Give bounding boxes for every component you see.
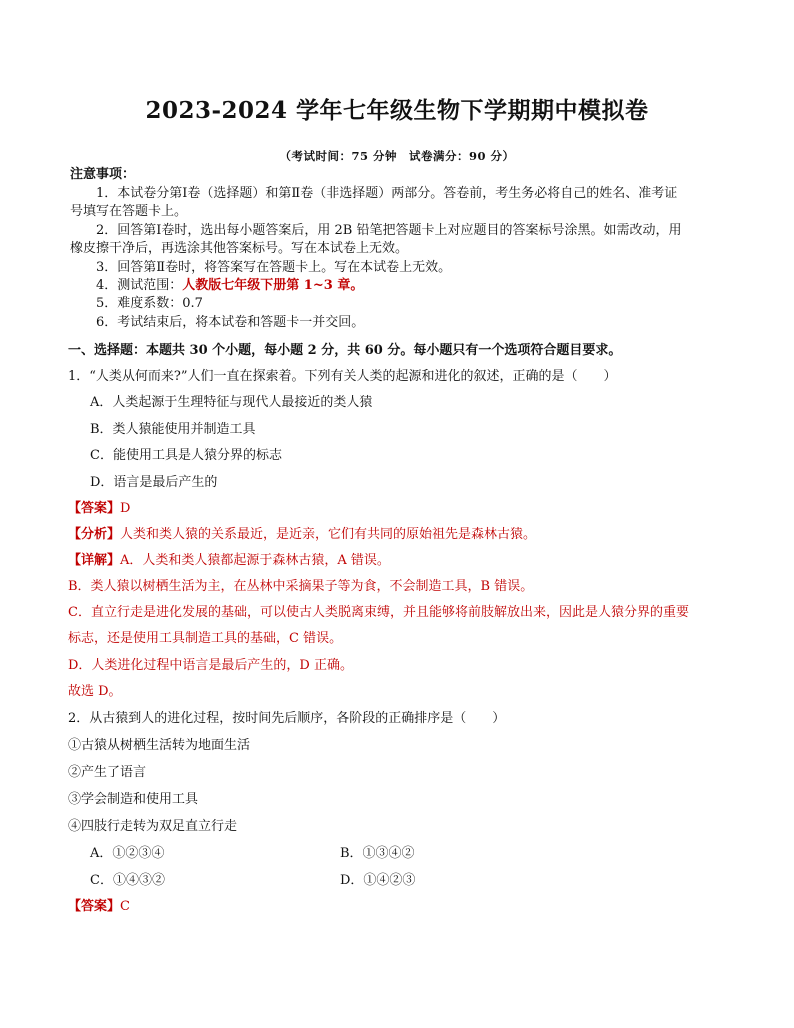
- note-item-4-prefix: 4．测试范围：: [96, 278, 183, 293]
- q1-stem: 1．“人类从何而来?”人们一直在探索着。下列有关人类的起源和进化的叙述，正确的是（ ）: [68, 369, 617, 384]
- answer-tag: 【答案】: [68, 899, 121, 914]
- q2-item-4: ④四肢行走转为双足直立行走: [68, 819, 238, 834]
- q1-option-a: A．人类起源于生理特征与现代人最接近的类人猿: [90, 395, 373, 410]
- q1-detail-c: C．直立行走是进化发展的基础，可以使古人类脱离束缚，并且能够将前肢解放出来，因此是人猿分界的重要: [68, 605, 689, 620]
- answer-value: D: [120, 501, 131, 516]
- q1-option-b: B．类人猿能使用并制造工具: [90, 422, 256, 437]
- analysis-tag: 【分析】: [68, 527, 121, 542]
- q2-option-d: D．①④②③: [340, 873, 416, 888]
- q1-option-c: C．能使用工具是人猿分界的标志: [90, 448, 282, 463]
- exam-info: （考试时间：75 分钟 试卷满分：90 分）: [279, 149, 515, 163]
- q1-option-d: D．语言是最后产生的: [90, 475, 218, 490]
- note-item-1: 1．本试卷分第Ⅰ卷（选择题）和第Ⅱ卷（非选择题）两部分。答卷前，考生务必将自己的姓名、准考证: [96, 186, 678, 201]
- q1-detail-d: D．人类进化过程中语言是最后产生的，D 正确。: [68, 658, 353, 673]
- q1-detail: [68, 552, 390, 570]
- q2-option-c: C．①④③②: [90, 873, 165, 888]
- answer-value: C: [120, 899, 130, 914]
- note-item-2-cont: 橡皮擦干净后，再选涂其他答案标号。写在本试卷上无效。: [70, 241, 409, 256]
- q2-item-3: ③学会制造和使用工具: [68, 792, 199, 807]
- test-scope: 人教版七年级下册第 1~3 章。: [182, 278, 364, 293]
- answer-tag: 【答案】: [68, 501, 121, 516]
- section-heading: 一、选择题：本题共 30 个小题，每小题 2 分，共 60 分。每小题只有一个选项符合题目要求。: [68, 343, 622, 358]
- notes-heading: 注意事项：: [70, 167, 136, 182]
- q1-answer: [68, 500, 130, 518]
- q1-detail-b: B．类人猿以树栖生活为主，在丛林中采摘果子等为食，不会制造工具，B 错误。: [68, 579, 534, 594]
- note-item-3: 3．回答第Ⅱ卷时，将答案写在答题卡上。写在本试卷上无效。: [96, 260, 452, 275]
- q2-stem: 2．从古猿到人的进化过程，按时间先后顺序，各阶段的正确排序是（ ）: [68, 711, 506, 726]
- note-item-5: 5．难度系数：0.7: [96, 296, 203, 311]
- q1-analysis: [68, 526, 536, 544]
- q2-option-b: B．①③④②: [340, 846, 415, 861]
- detail-a: A．人类和类人猿都起源于森林古猿，A 错误。: [120, 553, 390, 568]
- analysis-text: 人类和类人猿的关系最近，是近亲，它们有共同的原始祖先是森林古猿。: [120, 527, 537, 542]
- q2-item-1: ①古猿从树栖生活转为地面生活: [68, 738, 251, 753]
- detail-tag: 【详解】: [68, 553, 121, 568]
- q1-detail-c-cont: 标志，还是使用工具制造工具的基础，C 错误。: [68, 631, 343, 646]
- page-title: 2023-2024 学年七年级生物下学期期中模拟卷: [145, 97, 649, 124]
- q1-conclusion: 故选 D。: [68, 684, 122, 699]
- note-item-2: 2．回答第Ⅰ卷时，选出每小题答案后，用 2B 铅笔把答题卡上对应题目的答案标号涂黑。如需改动，用: [96, 223, 682, 238]
- note-item-6: 6．考试结束后，将本试卷和答题卡一并交回。: [96, 315, 365, 330]
- q2-item-2: ②产生了语言: [68, 765, 147, 780]
- note-item-4: [96, 277, 363, 295]
- q2-answer: [68, 898, 130, 916]
- q2-option-a: A．①②③④: [90, 846, 165, 861]
- note-item-1-cont: 号填写在答题卡上。: [70, 204, 188, 219]
